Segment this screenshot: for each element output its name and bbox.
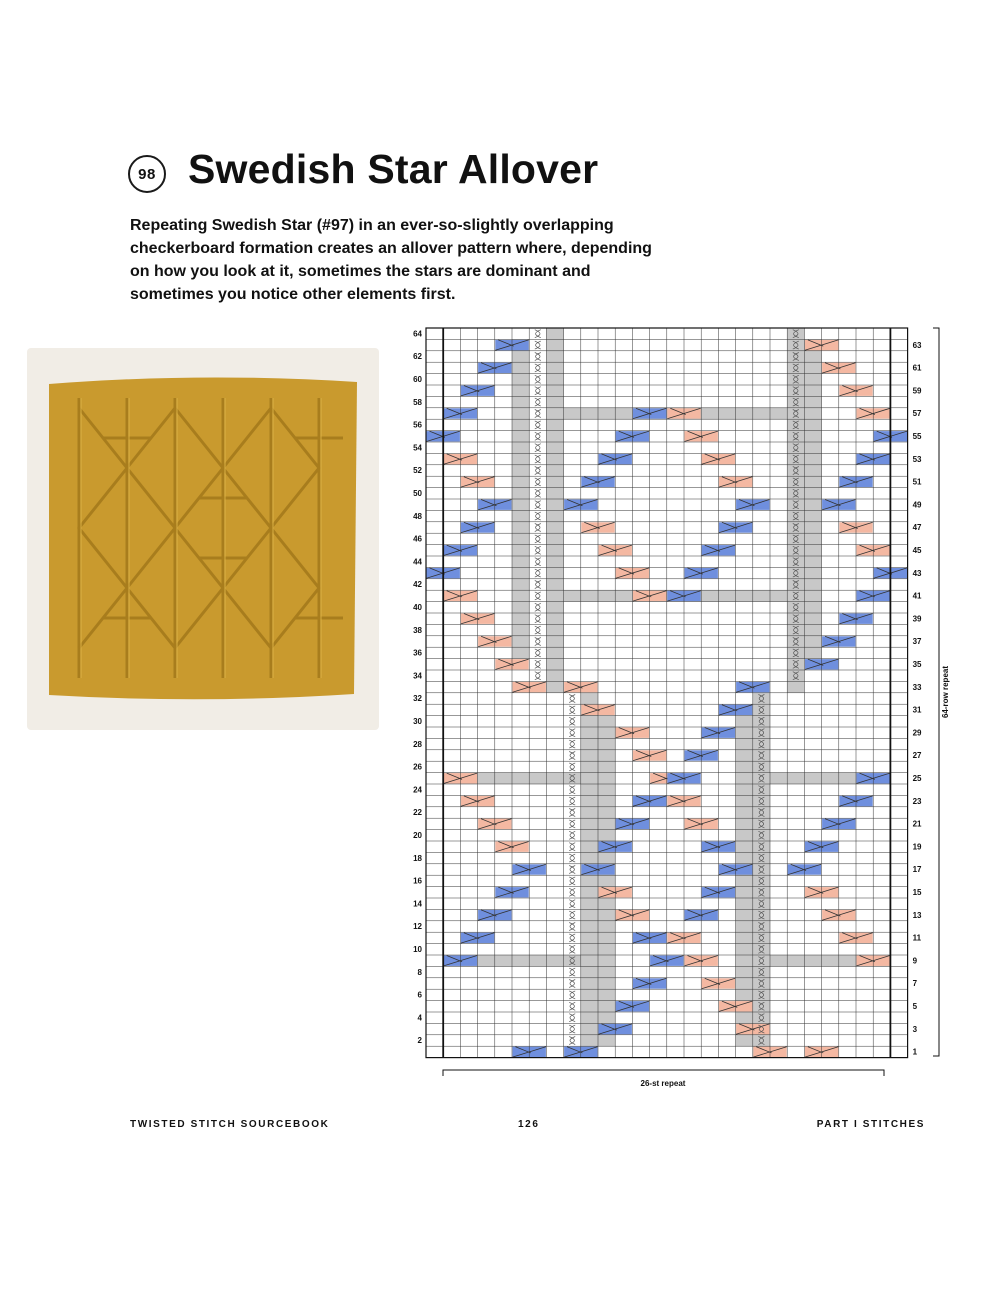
- row-number-left: 12: [413, 922, 422, 932]
- row-number-right: 39: [912, 614, 922, 624]
- row-number-right: 1: [912, 1047, 918, 1057]
- pattern-number-badge: [128, 155, 166, 193]
- gray-stitch-band: [736, 716, 753, 1047]
- row-number-right: 15: [912, 888, 922, 897]
- row-number-left: 16: [413, 876, 422, 886]
- row-number-left: 64: [413, 329, 422, 339]
- row-number-left: 50: [413, 489, 422, 498]
- knitted-swatch-image: [27, 348, 379, 730]
- stitch-repeat-label: 26-st repeat: [640, 1079, 686, 1088]
- row-number-right: 53: [912, 454, 922, 464]
- row-number-left: 42: [413, 580, 422, 590]
- stitch-repeat-bracket: [443, 1070, 884, 1076]
- row-number-left: 4: [417, 1013, 422, 1023]
- row-number-right: 49: [912, 500, 922, 510]
- row-number-right: 61: [912, 363, 922, 373]
- pattern-number: 98: [138, 165, 156, 183]
- swatch-photo: [27, 348, 379, 730]
- row-number-left: 40: [413, 603, 422, 612]
- row-repeat-bracket: [933, 328, 939, 1056]
- row-number-right: 43: [912, 568, 922, 578]
- row-number-right: 55: [912, 432, 922, 441]
- row-number-left: 2: [417, 1036, 422, 1046]
- row-number-right: 45: [912, 546, 922, 555]
- footer-section: PART I STITCHES: [816, 1119, 925, 1130]
- row-number-left: 34: [413, 671, 422, 681]
- row-repeat-label: 64-row repeat: [941, 665, 950, 719]
- row-number-right: 47: [912, 523, 922, 533]
- row-number-right: 9: [912, 956, 918, 966]
- page-title: Swedish Star Allover: [188, 146, 599, 192]
- row-number-right: 27: [912, 751, 922, 761]
- row-number-right: 13: [912, 910, 922, 920]
- row-number-left: 38: [413, 625, 422, 635]
- row-number-right: 31: [912, 705, 922, 715]
- footer-book-title: TWISTED STITCH SOURCEBOOK: [130, 1119, 330, 1130]
- row-number-left: 6: [417, 990, 422, 1000]
- row-number-right: 21: [912, 819, 922, 829]
- row-number-right: 25: [912, 774, 922, 783]
- row-number-left: 24: [413, 785, 422, 795]
- row-number-left: 58: [413, 397, 422, 407]
- footer-page-number: 126: [518, 1119, 540, 1130]
- row-number-right: 51: [912, 477, 922, 487]
- row-number-right: 35: [912, 660, 922, 669]
- row-number-left: 30: [413, 717, 422, 726]
- row-number-right: 11: [912, 933, 922, 943]
- row-number-right: 5: [912, 1002, 918, 1011]
- row-number-left: 44: [413, 557, 422, 567]
- row-number-left: 62: [413, 352, 422, 362]
- row-number-right: 23: [912, 796, 922, 806]
- row-number-left: 32: [413, 694, 422, 704]
- row-number-left: 22: [413, 808, 422, 818]
- row-number-right: 41: [912, 591, 922, 601]
- row-number-left: 56: [413, 420, 422, 430]
- row-number-right: 63: [912, 340, 922, 350]
- knitting-chart: [400, 322, 960, 1094]
- row-number-right: 57: [912, 409, 922, 419]
- row-number-left: 46: [413, 534, 422, 544]
- row-number-left: 28: [413, 739, 422, 749]
- row-number-left: 14: [413, 899, 422, 909]
- row-number-left: 36: [413, 648, 422, 658]
- row-number-left: 8: [417, 967, 422, 977]
- row-number-right: 33: [912, 682, 922, 692]
- row-number-right: 17: [912, 865, 922, 875]
- row-number-left: 52: [413, 466, 422, 476]
- row-number-left: 54: [413, 443, 422, 453]
- row-number-left: 48: [413, 511, 422, 521]
- row-number-left: 10: [413, 945, 422, 954]
- row-number-right: 3: [912, 1024, 918, 1034]
- row-number-right: 19: [912, 842, 922, 852]
- row-number-right: 59: [912, 386, 922, 396]
- row-number-left: 18: [413, 853, 422, 863]
- intro-paragraph: Repeating Swedish Star (#97) in an ever-so-slightly overlapping checkerboard formation creates an allover pattern where, depending on how you look at it, sometimes the stars are dominant and sometimes you notice other elements first.: [130, 217, 652, 303]
- row-number-right: 37: [912, 637, 922, 647]
- row-number-left: 20: [413, 831, 422, 840]
- row-number-left: 60: [413, 375, 422, 384]
- row-number-right: 29: [912, 728, 922, 738]
- chart-background: [426, 328, 910, 1056]
- gray-stitch-band: [598, 716, 615, 1047]
- row-number-right: 7: [912, 979, 918, 989]
- row-number-left: 26: [413, 762, 422, 772]
